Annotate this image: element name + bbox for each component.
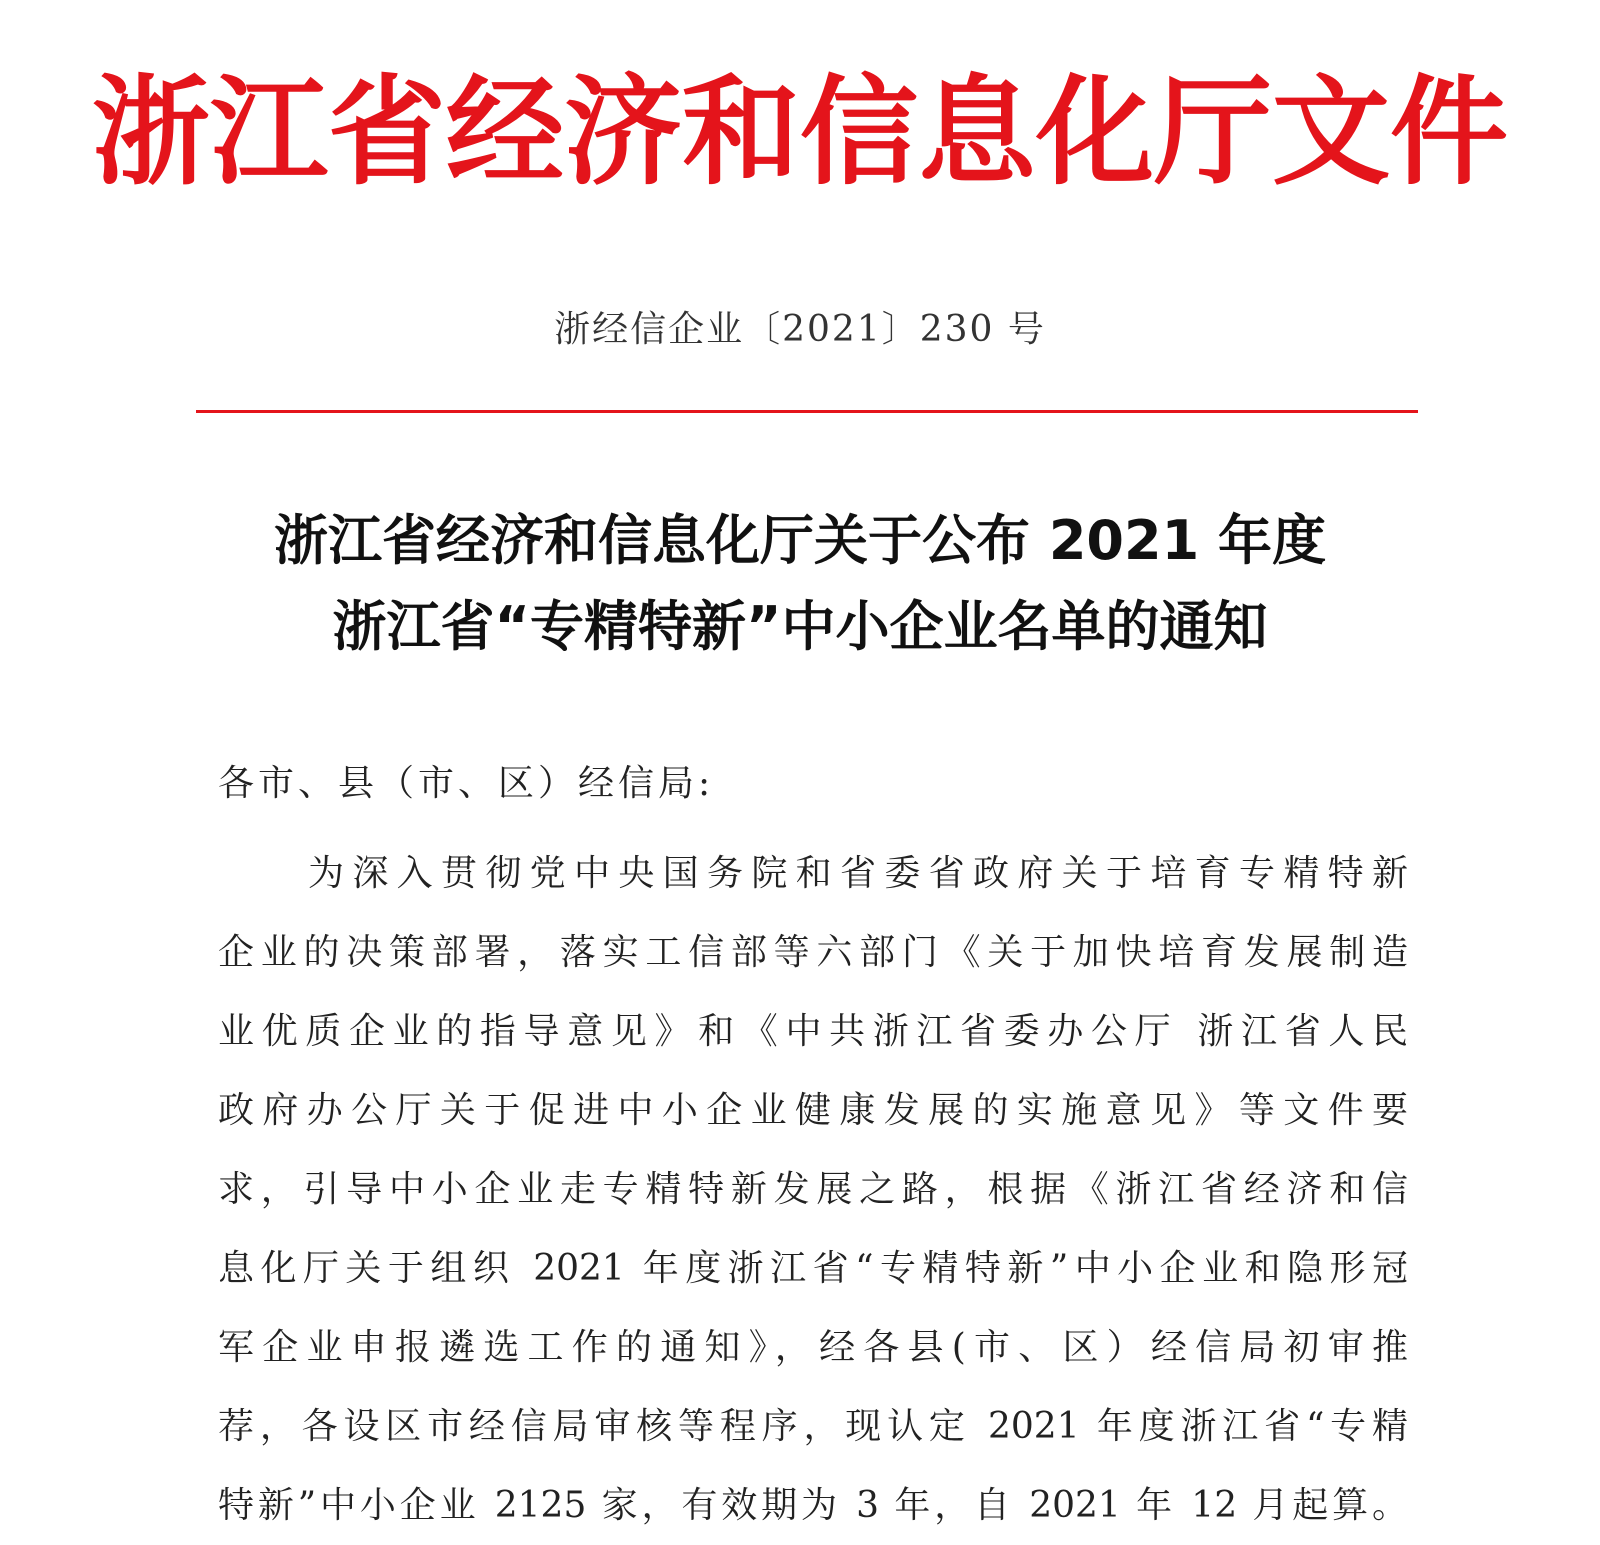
- body-paragraph: [218, 834, 1408, 1545]
- title-line-1: 浙江省经济和信息化厅关于公布 2021 年度: [274, 509, 1326, 572]
- body-line: 为深入贯彻党中央国务院和省委省政府关于培育专精特新: [308, 853, 1408, 894]
- body-line: 企业的决策部署，落实工信部等六部门《关于加快培育发展制造: [218, 932, 1408, 973]
- salutation: 各市、县（市、区）经信局:: [218, 763, 715, 804]
- body-line: 荐，各设区市经信局审核等程序，现认定 2021 年度浙江省“专精: [218, 1406, 1408, 1447]
- body-line: 政府办公厅关于促进中小企业健康发展的实施意见》等文件要: [218, 1090, 1408, 1131]
- title-line-2: 浙江省“专精特新”中小企业名单的通知: [332, 595, 1268, 658]
- document-number: 浙经信企业〔2021〕230 号: [554, 309, 1046, 350]
- document-title: [0, 498, 1600, 670]
- body-line: 求，引导中小企业走专精特新发展之路，根据《浙江省经济和信: [218, 1169, 1408, 1210]
- body-line: 军企业申报遴选工作的通知》，经各县(市、区）经信局初审推: [218, 1327, 1408, 1368]
- body-line: 息化厅关于组织 2021 年度浙江省“专精特新”中小企业和隐形冠: [218, 1248, 1408, 1289]
- body-line: 业优质企业的指导意见》和《中共浙江省委办公厅 浙江省人民: [218, 1011, 1408, 1052]
- body-line: 特新”中小企业 2125 家，有效期为 3 年，自 2021 年 12 月起算。: [218, 1485, 1408, 1526]
- document-masthead: 浙江省经济和信息化厅文件: [91, 63, 1508, 201]
- red-divider-line: [196, 410, 1418, 413]
